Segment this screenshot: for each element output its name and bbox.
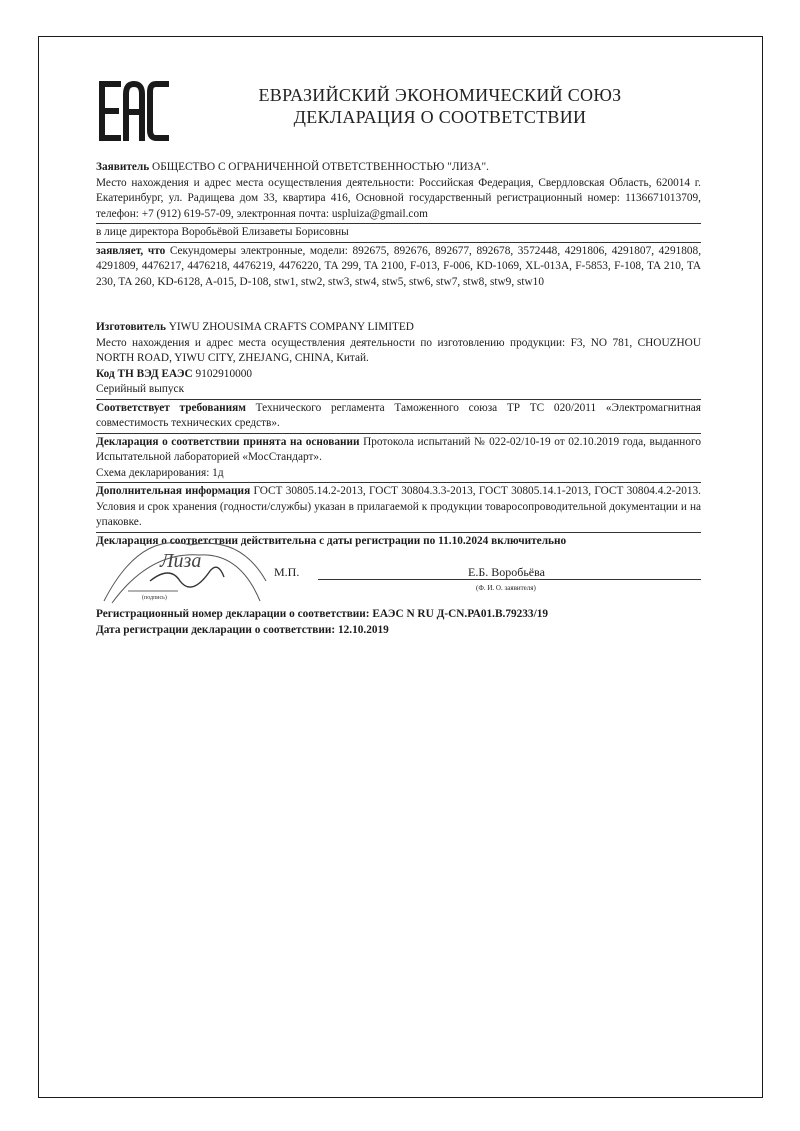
stamp-text: Лиза — [160, 550, 202, 572]
basis-label: Декларация о соответствии принята на основании — [96, 435, 360, 448]
code-value: 9102910000 — [195, 367, 253, 380]
conformity-section — [96, 401, 701, 434]
eac-logo — [96, 80, 172, 142]
additional-section — [96, 484, 701, 533]
scheme-text: Схема декларирования: 1д — [96, 466, 224, 479]
scheme-section — [96, 466, 701, 484]
document-title — [205, 84, 675, 128]
production-text: Серийный выпуск — [96, 383, 185, 395]
signer-caption: (Ф. И. О. заявителя) — [476, 584, 536, 592]
basis-text: Протокола испытаний № 022-02/10-19 от 02.10.2019 года, выданного Испытательной лабораторией «МосСтандарт». — [96, 435, 701, 463]
stamp-caption: (подпись) — [142, 595, 167, 601]
additional-text: ГОСТ 30805.14.2-2013, ГОСТ 30804.3.3-2013, ГОСТ 30805.14.1-2013, ГОСТ 30804.4.2-2013. Условия и срок хранения (годности/службы) указан в прилагаемой к продукции товаросопроводительной документации и на упаковке. — [96, 485, 701, 528]
production-section — [96, 382, 701, 400]
representative-text: в лице директора Воробьёвой Елизаветы Борисовны — [96, 226, 349, 238]
signature-block — [96, 549, 701, 607]
declaration-body — [96, 160, 701, 638]
representative-section — [96, 225, 701, 243]
manufacturer-label: Изготовитель — [96, 321, 166, 333]
registration-number: Регистрационный номер декларации о соответствии: ЕАЭС N RU Д-CN.РА01.В.79233/19 — [96, 608, 549, 620]
manufacturer-name: YIWU ZHOUSIMA CRAFTS COMPANY LIMITED — [168, 321, 414, 333]
code-section — [96, 367, 701, 383]
code-label: Код ТН ВЭД ЕАЭС — [96, 367, 193, 380]
conformity-text: Технического регламента Таможенного союза ТР ТС 020/2011 «Электромагнитная совместимость технических средств». — [96, 401, 701, 429]
title-union: ЕВРАЗИЙСКИЙ ЭКОНОМИЧЕСКИЙ СОЮЗ — [258, 85, 622, 105]
declares-label: заявляет, что — [96, 244, 166, 257]
applicant-label: Заявитель — [96, 161, 150, 173]
validity-text: Декларация о соответствии действительна с даты регистрации по 11.10.2024 включительно — [96, 534, 567, 547]
manufacturer-section — [96, 320, 701, 367]
registration-date: Дата регистрации декларации о соответствии: 12.10.2019 — [96, 623, 389, 636]
declares-section — [96, 244, 701, 291]
signer-name: Е.Б. Воробьёва — [468, 565, 545, 579]
title-declaration: ДЕКЛАРАЦИЯ О СООТВЕТСТВИИ — [293, 107, 587, 127]
manufacturer-address: Место нахождения и адрес места осуществления деятельности по изготовлению продукции: F3, NO 781, CHOUZHOU NORTH ROAD, YIWU CITY, ZHEJANG, CHINA, Китай. — [96, 336, 701, 364]
applicant-address: Место нахождения и адрес места осуществления деятельности: Российская Федерация, Свердловская Область, 620014 г. Екатеринбург, ул. Радищева дом 33, квартира 416, Основной государственный регистрационный номер: 1136671013709, телефон: +7 (912) 619-57-09, электронная почта: uspluiza@gmail.com — [96, 176, 701, 220]
conformity-label: Соответствует требованиям — [96, 401, 246, 414]
basis-section — [96, 435, 701, 466]
stamp-place-label: М.П. — [274, 565, 300, 579]
additional-label: Дополнительная информация — [96, 485, 251, 497]
declares-text: Секундомеры электронные, модели: 892675, 892676, 892677, 892678, 3572448, 4291806, 4291807, 4291808, 4291809, 4476217, 4476218, 4476219, 4476220, TA 299, TA 2100, F-013, F-006, KD-1069, XL-013A, F-5853, F-108, TA 210, TA 230, TA 260, KD-6128, A-015, D-108, stw1, stw2, stw3, stw4, stw5, stw6, stw7, stw8, stw9, stw10 — [96, 244, 702, 288]
applicant-section — [96, 160, 701, 224]
applicant-name: ОБЩЕСТВО С ОГРАНИЧЕННОЙ ОТВЕТСТВЕННОСТЬЮ "ЛИЗА". — [152, 161, 489, 173]
company-stamp — [100, 541, 270, 605]
